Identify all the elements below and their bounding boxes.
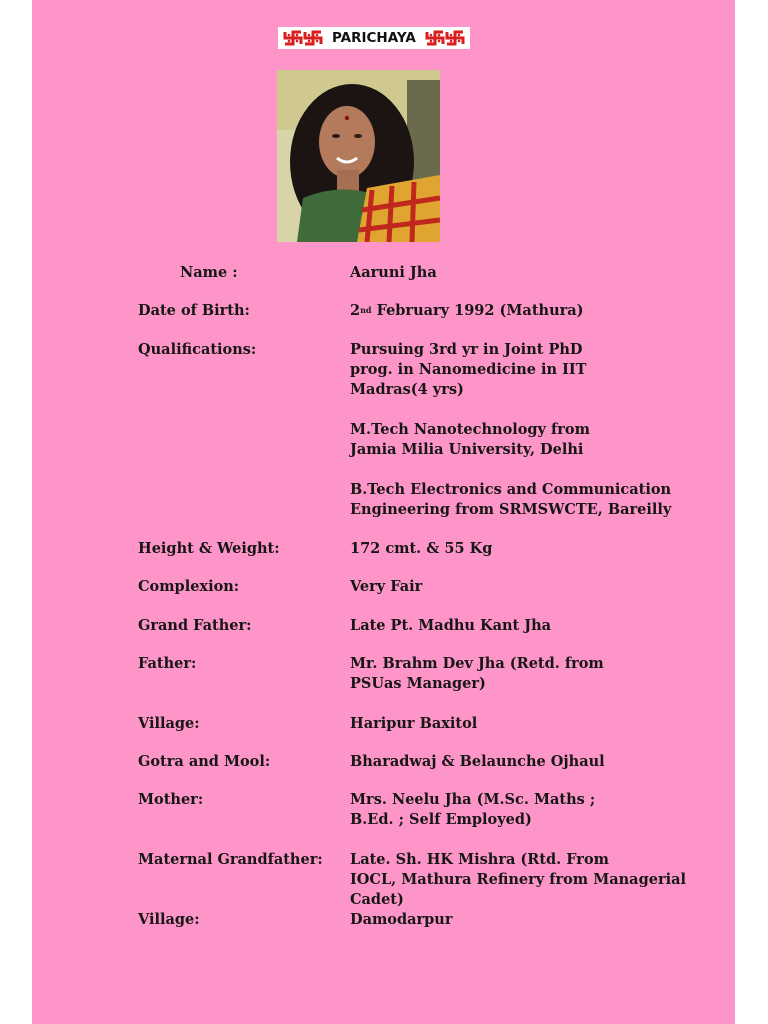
label-gotra: Gotra and Mool: (138, 753, 271, 770)
qualification-line: Jamia Milia University, Delhi (350, 441, 584, 458)
qualification-line: B.Tech Electronics and Communication (350, 481, 672, 498)
header-title: PARICHAYA (328, 27, 420, 49)
swastika-icon (420, 27, 470, 49)
father-line: PSUas Manager) (350, 675, 486, 692)
qualification-line: Madras(4 yrs) (350, 381, 464, 398)
label-maternal-grandfather: Maternal Grandfather: (138, 851, 323, 868)
value-gotra: Bharadwaj & Belaunche Ojhaul (350, 753, 605, 770)
swastika-icon (278, 27, 328, 49)
value-village: Haripur Baxitol (350, 715, 478, 732)
value-maternal-village: Damodarpur (350, 911, 453, 928)
label-dob: Date of Birth: (138, 302, 250, 319)
value-father (350, 654, 690, 694)
label-maternal-village: Village: (138, 911, 200, 928)
label-grand-father: Grand Father: (138, 617, 252, 634)
value-qualifications (350, 340, 690, 520)
value-complexion: Very Fair (350, 578, 423, 595)
label-village: Village: (138, 715, 200, 732)
header (278, 26, 470, 50)
maternal-grandfather-line: Cadet) (350, 891, 404, 908)
maternal-grandfather-line: Late. Sh. HK Mishra (Rtd. From (350, 851, 609, 868)
value-maternal-grandfather (350, 850, 690, 910)
label-father: Father: (138, 655, 197, 672)
qualification-line: Engineering from SRMSWCTE, Bareilly (350, 501, 672, 518)
maternal-grandfather-line: IOCL, Mathura Refinery from Managerial (350, 871, 686, 888)
value-grand-father: Late Pt. Madhu Kant Jha (350, 617, 552, 634)
qualification-line (350, 460, 690, 480)
value-height-weight: 172 cmt. & 55 Kg (350, 540, 493, 557)
biodata-page (32, 0, 735, 1024)
value-name: Aaruni Jha (350, 264, 437, 281)
qualification-line: Pursuing 3rd yr in Joint PhD (350, 341, 583, 358)
label-mother: Mother: (138, 791, 204, 808)
qualification-line: M.Tech Nanotechnology from (350, 421, 590, 438)
mother-line: Mrs. Neelu Jha (M.Sc. Maths ; (350, 791, 596, 808)
qualification-line: prog. in Nanomedicine in IIT (350, 361, 587, 378)
value-mother (350, 790, 690, 830)
label-qualifications: Qualifications: (138, 341, 257, 358)
mother-line: B.Ed. ; Self Employed) (350, 811, 532, 828)
label-complexion: Complexion: (138, 578, 240, 595)
profile-photo (277, 70, 440, 242)
label-height-weight: Height & Weight: (138, 540, 280, 557)
qualification-line (350, 400, 690, 420)
value-dob: 2nd February 1992 (Mathura) (350, 302, 584, 319)
father-line: Mr. Brahm Dev Jha (Retd. from (350, 655, 604, 672)
label-name: Name : (180, 264, 238, 281)
